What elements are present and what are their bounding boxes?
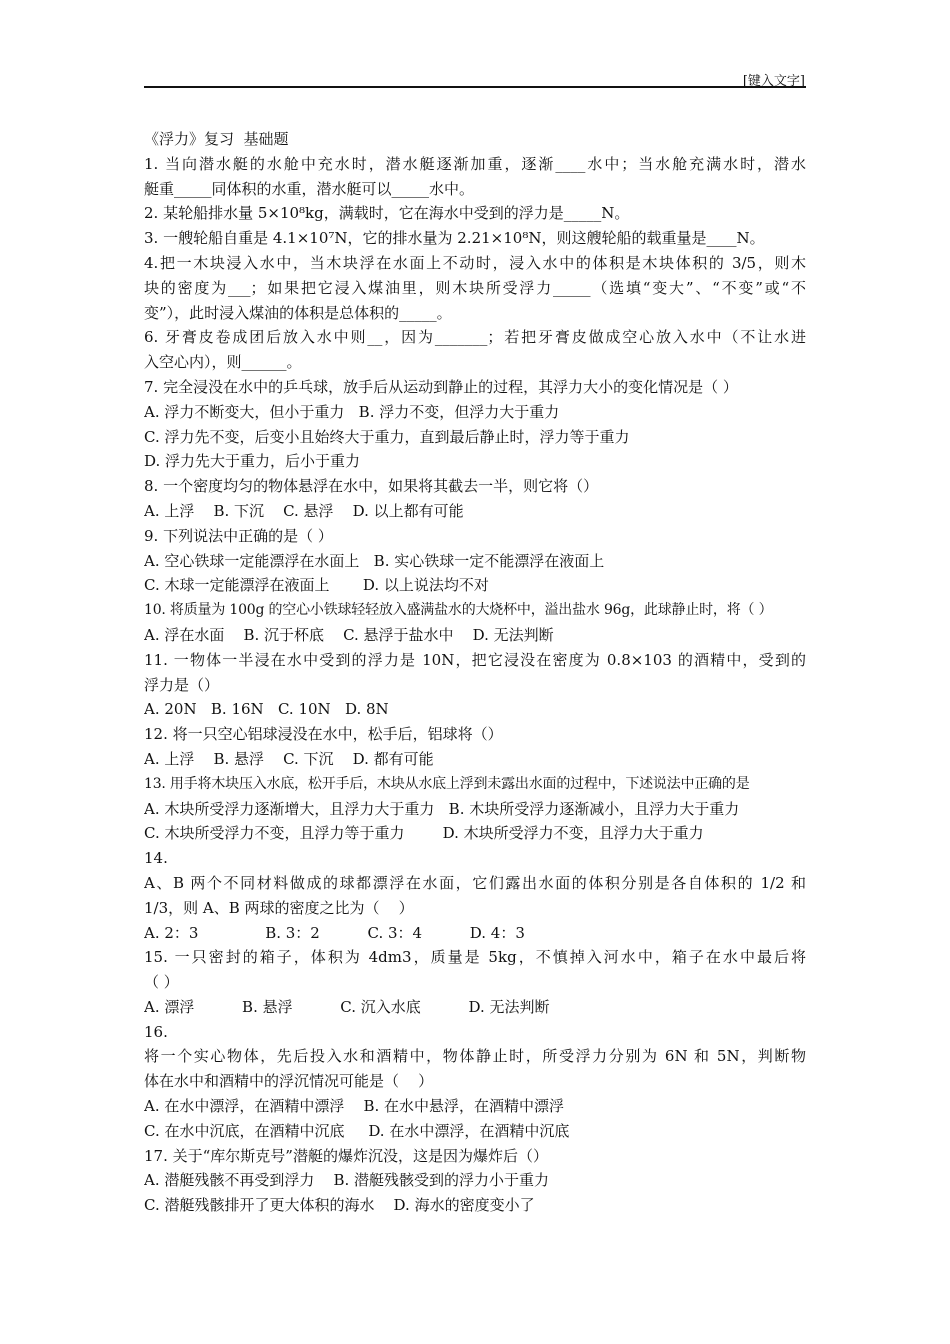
option-line: C. 潜艇残骸排开了更大体积的海水 D. 海水的密度变小了 (144, 1196, 535, 1215)
option-line: A. 在水中漂浮，在酒精中漂浮 B. 在水中悬浮，在酒精中漂浮 (144, 1097, 565, 1116)
question-line: 艇重_____同体积的水重，潜水艇可以_____水中。 (144, 179, 475, 198)
question-line: 体在水中和酒精中的浮沉情况可能是（ ） (144, 1072, 434, 1091)
question-line: 12. 将一只空心铝球浸没在水中，松手后，铝球将（） (144, 725, 503, 744)
question-line: 15. 一只密封的箱子，体积为 4dm3，质量是 5kg，不慎掉入河水中，箱子在水中最后将 (144, 948, 806, 967)
question-line: 6. 牙膏皮卷成团后放入水中则__，因为_______；若把牙膏皮做成空心放入水中（不让水进 (144, 328, 806, 347)
question-line: 13. 用手将木块压入水底，松开手后，木块从水底上浮到未露出水面的过程中，下述说法中正确的是 (144, 775, 750, 792)
question-line: 7. 完全浸没在水中的乒乓球，放手后从运动到静止的过程，其浮力大小的变化情况是（ ） (144, 377, 738, 396)
document-body (144, 127, 806, 1218)
option-line: A. 上浮 B. 下沉 C. 悬浮 D. 以上都有可能 (144, 501, 464, 520)
option-line: C. 在水中沉底，在酒精中沉底 D. 在水中漂浮，在酒精中沉底 (144, 1121, 570, 1140)
option-line: A. 浮力不断变大，但小于重力 B. 浮力不变，但浮力大于重力 (144, 402, 560, 421)
question-line: 入空心内），则______。 (144, 353, 302, 372)
question-line: A、B 两个不同材料做成的球都漂浮在水面，它们露出水面的体积分别是各自体积的 1/2 和 (144, 873, 806, 892)
option-line: A. 上浮 B. 悬浮 C. 下沉 D. 都有可能 (144, 749, 434, 768)
header-divider (144, 86, 806, 88)
question-line: 9. 下列说法中正确的是（ ） (144, 526, 333, 545)
option-line: C. 木球一定能漂浮在液面上 D. 以上说法均不对 (144, 576, 489, 595)
question-line: 浮力是（） (144, 675, 220, 694)
question-line: 1. 当向潜水艇的水舱中充水时，潜水艇逐渐加重，逐渐____水中；当水舱充满水时，潜水 (144, 154, 806, 173)
question-line: 10. 将质量为 100g 的空心小铁球轻轻放入盛满盐水的大烧杯中，溢出盐水 96g，此球静止时，将（ ） (144, 602, 773, 619)
option-line: A. 20N B. 16N C. 10N D. 8N (144, 700, 389, 719)
question-line: 11. 一物体一半浸在水中受到的浮力是 10N，把它浸没在密度为 0.8×103 的酒精中，受到的 (144, 650, 806, 669)
question-line: 4.把一木块浸入水中，当木块浮在水面上不动时，浸入水中的体积是木块体积的 3/5，则木 (144, 253, 806, 272)
question-line: 变”），此时浸入煤油的体积是总体积的_____。 (144, 303, 452, 322)
question-line: 17. 关于“库尔斯克号”潜艇的爆炸沉没，这是因为爆炸后（） (144, 1146, 548, 1165)
question-line: 8. 一个密度均匀的物体悬浮在水中，如果将其截去一半，则它将（） (144, 477, 599, 496)
question-line: （ ） (144, 973, 179, 992)
option-line: C. 浮力先不变，后变小且始终大于重力，直到最后静止时，浮力等于重力 (144, 427, 630, 446)
page-header-text: [键入文字] (742, 74, 805, 89)
question-line: 2. 某轮船排水量 5×10⁸kg，满载时，它在海水中受到的浮力是_____N。 (144, 204, 630, 223)
question-line: 3. 一艘轮船自重是 4.1×10⁷N，它的排水量为 2.21×10⁸N，则这艘轮船的载重量是____N。 (144, 229, 765, 248)
question-number: 16. (144, 1022, 168, 1041)
question-line: 块的密度为___；如果把它浸入煤油里，则木块所受浮力_____（选填“变大”、“不变”或“不 (144, 278, 806, 297)
option-line: A. 2：3 B. 3：2 C. 3：4 D. 4：3 (144, 923, 525, 942)
option-line: A. 木块所受浮力逐渐增大，且浮力大于重力 B. 木块所受浮力逐渐减小，且浮力大于重力 (144, 799, 740, 818)
option-line: A. 空心铁球一定能漂浮在水面上 B. 实心铁球一定不能漂浮在液面上 (144, 551, 605, 570)
option-line: A. 潜艇残骸不再受到浮力 B. 潜艇残骸受到的浮力小于重力 (144, 1171, 550, 1190)
option-line: D. 浮力先大于重力，后小于重力 (144, 452, 361, 471)
question-number: 14. (144, 849, 168, 868)
question-line: 1/3，则 A、B 两球的密度之比为（ ） (144, 898, 414, 917)
option-line: A. 浮在水面 B. 沉于杯底 C. 悬浮于盐水中 D. 无法判断 (144, 625, 554, 644)
question-line: 将一个实心物体，先后投入水和酒精中，物体静止时，所受浮力分别为 6N 和 5N，判断物 (144, 1047, 806, 1066)
option-line: A. 漂浮 B. 悬浮 C. 沉入水底 D. 无法判断 (144, 997, 550, 1016)
document-title: 《浮力》复习 基础题 (144, 130, 289, 148)
option-line: C. 木块所受浮力不变，且浮力等于重力 D. 木块所受浮力不变，且浮力大于重力 (144, 824, 704, 843)
